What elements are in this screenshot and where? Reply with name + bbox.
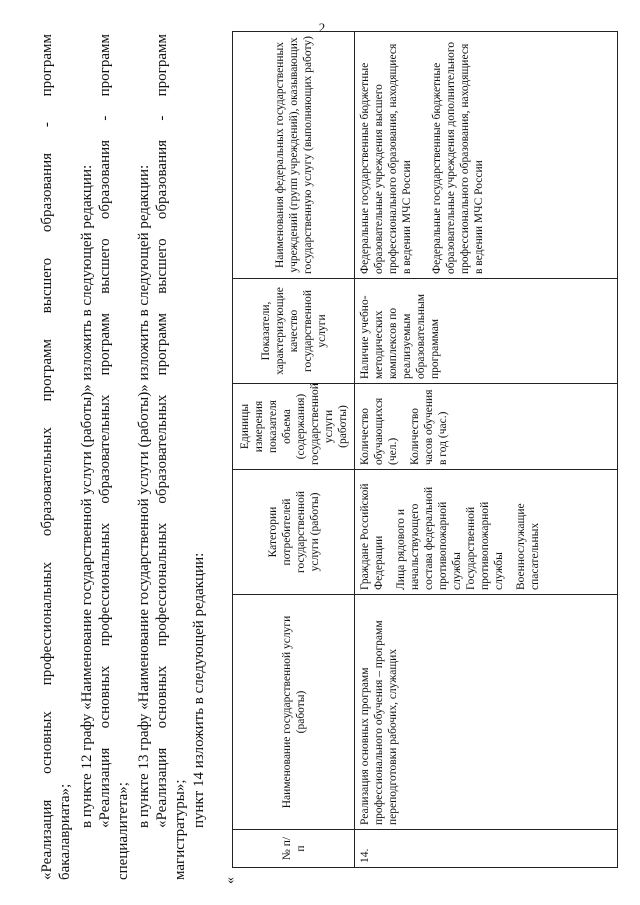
word: - — [154, 115, 170, 121]
word: основных — [97, 665, 113, 729]
open-quote-mark: « — [223, 877, 238, 884]
word: «Реализация — [154, 747, 170, 828]
cell-quality: Наличие учебно-методических комплексов по реализуемым образовательным программам — [355, 279, 618, 384]
table-row — [355, 32, 618, 868]
word: профессиональных — [39, 561, 55, 686]
word: программ — [97, 313, 113, 376]
word: профессиональных — [97, 522, 113, 647]
word: основных — [154, 665, 170, 729]
word: «Реализация — [39, 799, 55, 880]
word: профессиональных — [154, 522, 170, 647]
word: высшего — [97, 238, 113, 294]
word: образовательных — [154, 394, 170, 504]
services-table — [232, 31, 618, 868]
text-line: пункт 14 изложить в следующей редакции: — [191, 552, 207, 828]
cell-consumers — [355, 470, 618, 595]
page-number: 2 — [318, 20, 326, 35]
cell-num: 14. — [355, 830, 618, 868]
word: - — [97, 115, 113, 121]
text-line — [153, 34, 171, 828]
rotated-page-content — [20, 20, 620, 884]
word: программ — [39, 339, 55, 402]
word: образовательных — [97, 394, 113, 504]
consumer-item: Граждане Российской Федерации — [359, 483, 385, 590]
consumer-item: Лица рядового и начальствующего состава федеральной противопожарной службы Государственной противопожарной службы — [395, 486, 505, 590]
word: программ — [97, 34, 113, 97]
col-header-num: № п/п — [233, 830, 355, 868]
word: «Реализация — [97, 747, 113, 828]
col-header-service-name: Наименование государственной услуги (работы) — [233, 595, 355, 830]
word: основных — [39, 711, 55, 774]
word: образования — [39, 152, 55, 233]
word: программ — [154, 34, 170, 97]
text-line — [96, 34, 114, 828]
col-header-quality: Показатели, характеризующие качество государственной услуги — [233, 279, 355, 384]
col-header-institutions: Наименования федеральных государственных учреждений (групп учреждений), оказывающих государственную услугу (выполняющих работу) — [233, 32, 355, 279]
cell-units — [355, 384, 618, 470]
text-line: в пункте 13 графу «Наименование государственной услуги (работы)» изложить в следующей редакции: — [136, 164, 152, 828]
unit-item: Количество обучающихся (чел.) — [359, 397, 399, 465]
word: образования — [97, 139, 113, 220]
cell-institutions — [355, 32, 618, 279]
col-header-consumers: Категории потребителей государственной услуги (работы) — [233, 470, 355, 595]
word: - — [39, 122, 55, 128]
word: образовательных — [39, 427, 55, 537]
institution-item: Федеральные государственные бюджетные образовательные учреждения высшего профессионального образования, находящиеся в ведении МЧС России — [359, 43, 413, 274]
word: образования — [154, 139, 170, 220]
consumer-item: Военнослужащие спасательных — [515, 503, 541, 590]
word: программ — [154, 313, 170, 376]
word: программ — [39, 34, 55, 97]
col-header-units: Единицы измерения показателя объема (содержания) государственной услуги (работы) — [233, 384, 355, 470]
text-line: магистратуры»; — [172, 779, 188, 880]
text-line: в пункте 12 графу «Наименование государственной услуги (работы)» изложить в следующей редакции: — [79, 164, 95, 828]
cell-service-name: Реализация основных программ профессионального обучения – программ переподготовки рабочих, служащих — [355, 595, 618, 830]
word: высшего — [154, 238, 170, 294]
table-header-row — [233, 32, 355, 868]
unit-item: Количество часов обучения в год (час.) — [409, 389, 449, 465]
text-line: специалитета»; — [115, 782, 131, 880]
text-line — [38, 34, 56, 880]
text-line: бакалавриата»; — [57, 783, 73, 880]
institution-item: Федеральные государственные бюджетные образовательные учреждения дополнительного профессионального образования, находящиеся в ведении МЧС России — [431, 41, 485, 274]
word: высшего — [39, 257, 55, 314]
